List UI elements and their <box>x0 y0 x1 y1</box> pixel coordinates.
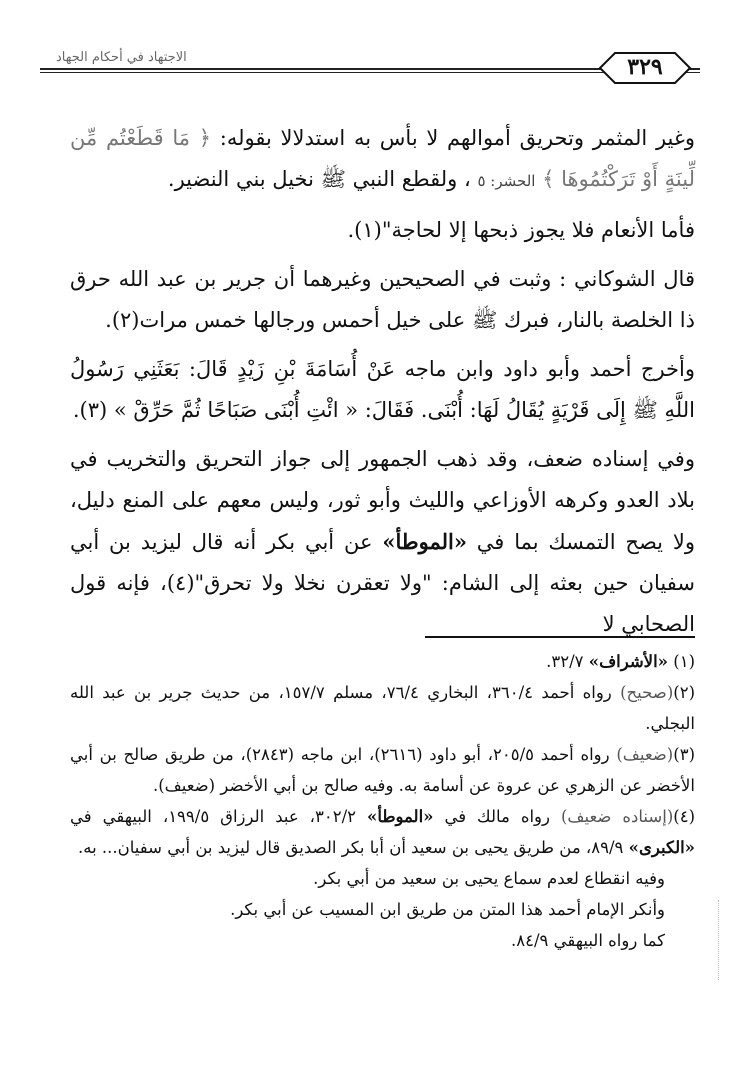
footnote-2-num: (٢) <box>673 683 696 702</box>
footnote-1-text: ٣٢/٧. <box>546 652 589 671</box>
footnote-4-bold-1: «الموطأ» <box>367 807 434 826</box>
p5-text-a: وفي إسناده ضعف، وقد ذهب الجمهور إلى جواز التحريق والتخريب في بلاد العدو وكرهه الأوزاعي والليث وأبو ثور، وليس معهم على المنع دليل، ولا يصح التمسك بما في <box>70 447 695 554</box>
main-text <box>70 118 695 653</box>
footnote-3 <box>70 739 695 801</box>
p1-text-b: ، ولقطع النبي ﷺ نخيل بني النضير. <box>167 167 471 191</box>
footnote-4-line-3: وأنكر الإمام أحمد هذا المتن من طريق ابن المسيب عن أبي بكر. <box>230 900 665 919</box>
footnote-4 <box>70 801 695 863</box>
footnote-4-label: (إسناده ضعيف) <box>560 807 674 826</box>
paragraph-3: قال الشوكاني : وثبت في الصحيحين وغيرهما أن جرير بن عبد الله حرق ذا الخلصة بالنار، فبرك ﷺ على خيل أحمس ورجالها خمس مرات(٢). <box>70 267 695 332</box>
paragraph-4: وأخرج أحمد وأبو داود وابن ماجه عَنْ أُسَامَةَ بْنِ زَيْدٍ قَالَ: بَعَثَنِي رَسُولُ اللَّهِ ﷺ إِلَى قَرْيَةٍ يُقَالُ لَهَا: أُبْنَى. فَقَالَ: « ائْتِ أُبْنَى صَبَاحًا ثُمَّ حَرِّقْ » (٣). <box>70 357 695 422</box>
p5-text-b: عن أبي بكر أنه قال ليزيد بن أبي سفيان حين بعثه إلى الشام: "ولا تعقرن نخلا ولا تحرق"(٤)، فإنه قول الصحابي لا <box>70 530 695 636</box>
footnote-divider <box>425 636 695 638</box>
footnotes <box>70 646 695 956</box>
page-header <box>40 48 700 88</box>
footnote-4-text-a: رواه مالك في <box>433 807 561 826</box>
paragraph-2: فأما الأنعام فلا يجوز ذبحها إلا لحاجة"(١). <box>347 218 695 242</box>
footnote-4-text-c: ٨٩/٩، من طريق يحيى بن سعيد أن أبا بكر الصديق قال ليزيد بن أبي سفيان... به. <box>77 838 629 857</box>
footnote-4-line-2: وفيه انقطاع لعدم سماع يحيى بن سعيد من أبي بكر. <box>313 869 665 888</box>
footnote-2 <box>70 677 695 739</box>
footnote-3-text: رواه أحمد ٢٠٥/٥، أبو داود (٢٦١٦)، ابن ماجه (٢٨٤٣)، من طريق صالح بن أبي الأخضر عن الزهري عن عروة عن أسامة به. وفيه صالح بن أبي الأخضر (ضعيف). <box>70 745 695 795</box>
quran-verse: ﴿ مَا قَطَعْتُم مِّن لِّينَةٍ أَوْ تَرَكْتُمُوهَا ﴾ <box>70 126 695 191</box>
paragraph-5 <box>70 439 695 645</box>
p1-text-a: وغير المثمر وتحريق أموالهم لا بأس به استدلالا بقوله: <box>219 126 695 150</box>
page-number-badge <box>590 48 700 88</box>
footnote-4-text-b: ٣٠٢/٢، عبد الرزاق ١٩٩/٥، البيهقي في <box>70 807 367 826</box>
footnote-2-label: (صحيح) <box>620 683 674 702</box>
footnote-4-bold-2: «الكبرى» <box>628 838 695 857</box>
footnote-4-num: (٤) <box>673 807 696 826</box>
footnote-4-line-4: كما رواه البيهقي ٨٤/٩. <box>510 931 665 950</box>
running-title: الاجتهاد في أحكام الجهاد <box>50 50 193 65</box>
footnote-1 <box>70 646 695 677</box>
footnote-3-num: (٣) <box>673 745 695 764</box>
margin-dots <box>718 900 721 980</box>
footnote-3-label: (ضعيف) <box>616 745 674 764</box>
footnote-2-text: رواه أحمد ٣٦٠/٤، البخاري ٧٦/٤، مسلم ١٥٧/٧، من حديث جرير بن عبد الله البجلي. <box>70 683 695 733</box>
p5-bold: «الموطأ» <box>382 529 467 554</box>
paragraph-1 <box>70 118 695 202</box>
verse-reference: الحشر: ٥ <box>477 172 536 190</box>
footnote-1-num: (١) <box>673 652 695 671</box>
footnote-1-bold: «الأشراف» <box>588 652 668 671</box>
page-number: ٣٢٩ <box>627 54 663 80</box>
